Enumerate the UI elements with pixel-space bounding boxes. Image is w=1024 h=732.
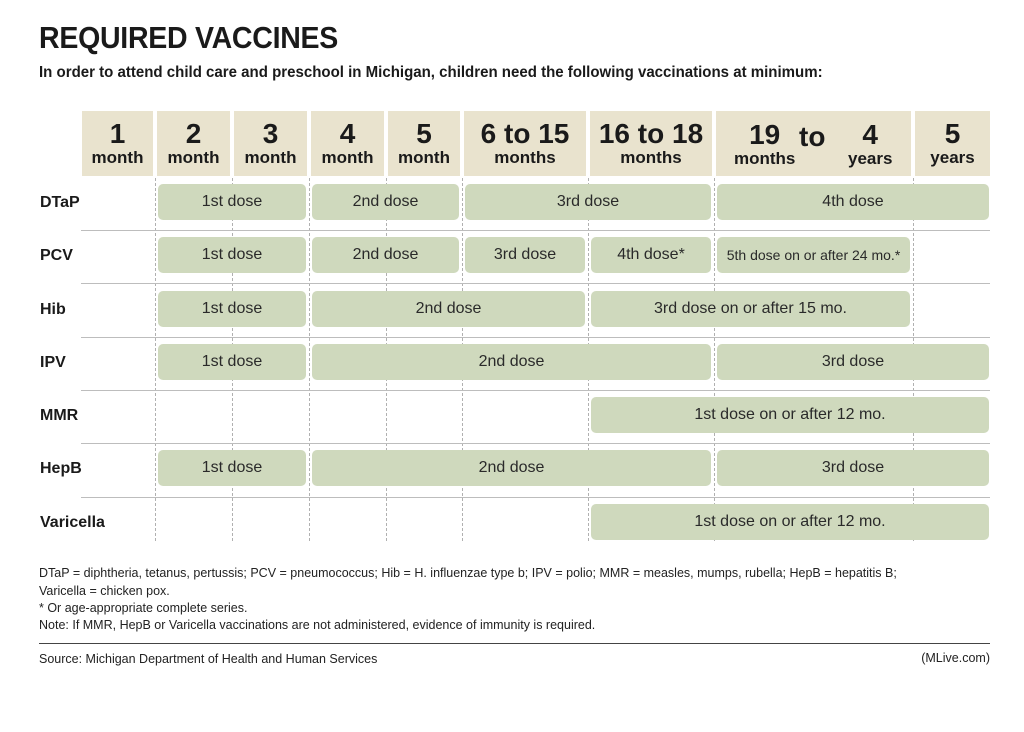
source-credit: Source: Michigan Department of Health and Human Services bbox=[39, 652, 378, 666]
column-header-unit: months bbox=[620, 147, 682, 167]
asterisk-note: * Or age-appropriate complete series. bbox=[39, 601, 248, 615]
dose-bar: 1st dose on or after 12 mo. bbox=[591, 504, 989, 540]
column-header-unit: years bbox=[930, 147, 975, 167]
dose-bar: 5th dose on or after 24 mo.* bbox=[717, 237, 910, 273]
dose-bar: 4th dose bbox=[717, 184, 989, 220]
dose-bar: 1st dose bbox=[158, 344, 306, 380]
column-header-number: 19 bbox=[749, 119, 781, 150]
column-header-number: 6 to 15 bbox=[480, 117, 570, 149]
row-separator bbox=[81, 497, 990, 498]
row-separator bbox=[81, 443, 990, 444]
column-header-unit: month bbox=[398, 147, 450, 167]
dose-bar: 1st dose bbox=[158, 237, 306, 273]
dose-bar: 3rd dose bbox=[717, 450, 989, 486]
column-separator bbox=[714, 178, 715, 541]
vaccine-label-dtap: DTaP bbox=[40, 194, 80, 211]
vaccine-label-ipv: IPV bbox=[40, 354, 66, 371]
column-header-number: 5 bbox=[416, 117, 432, 149]
column-header-unit: months bbox=[494, 147, 556, 167]
dose-bar: 1st dose on or after 12 mo. bbox=[591, 397, 989, 433]
dose-bar: 2nd dose bbox=[312, 450, 711, 486]
abbreviations-note: DTaP = diphtheria, tetanus, pertussis; PCV = pneumococcus; Hib = H. influenzae type b; IPV = polio; MMR = measles, mumps, rubella; HepB = hepatitis B; bbox=[39, 566, 897, 580]
column-separator bbox=[309, 178, 310, 541]
page-subtitle: In order to attend child care and preschool in Michigan, children need the following vaccinations at minimum: bbox=[39, 64, 823, 81]
dose-bar: 2nd dose bbox=[312, 344, 711, 380]
publisher-credit: (MLive.com) bbox=[921, 651, 990, 665]
column-header-6 bbox=[464, 111, 586, 176]
dose-bar: 2nd dose bbox=[312, 184, 459, 220]
column-header-2 bbox=[157, 111, 230, 176]
column-header-7 bbox=[590, 111, 712, 176]
vaccine-label-hepb: HepB bbox=[40, 460, 82, 477]
column-header-number: 4 bbox=[339, 117, 356, 149]
dose-bar: 3rd dose bbox=[717, 344, 989, 380]
column-header-unit: month bbox=[244, 147, 297, 167]
column-header-1 bbox=[82, 111, 153, 176]
column-header-unit: month bbox=[91, 147, 144, 167]
vaccine-label-pcv: PCV bbox=[40, 247, 73, 264]
dose-bar: 1st dose bbox=[158, 450, 306, 486]
dose-bar: 3rd dose bbox=[465, 237, 585, 273]
column-header-unit: month bbox=[167, 147, 220, 167]
column-header-number: 4 bbox=[862, 119, 878, 150]
column-header-to: to bbox=[799, 121, 826, 152]
row-separator bbox=[81, 337, 990, 338]
footer-divider bbox=[39, 643, 990, 644]
column-header-unit: months bbox=[734, 149, 796, 168]
dose-bar: 3rd dose on or after 15 mo. bbox=[591, 291, 910, 327]
column-header-unit: month bbox=[321, 147, 374, 167]
column-header-3 bbox=[234, 111, 307, 176]
column-separator bbox=[155, 178, 156, 541]
vaccine-label-varicella: Varicella bbox=[40, 514, 105, 531]
dose-bar: 2nd dose bbox=[312, 291, 585, 327]
page-title: REQUIRED VACCINES bbox=[39, 20, 339, 55]
column-header-4 bbox=[311, 111, 384, 176]
dose-bar: 1st dose bbox=[158, 184, 306, 220]
column-header-number: 5 bbox=[944, 117, 961, 149]
row-separator bbox=[81, 230, 990, 231]
abbreviations-note-continued: Varicella = chicken pox. bbox=[39, 584, 170, 598]
column-header-number: 2 bbox=[185, 117, 202, 149]
dose-bar: 1st dose bbox=[158, 291, 306, 327]
row-separator bbox=[81, 283, 990, 284]
column-header-range-start bbox=[734, 121, 795, 169]
row-separator bbox=[81, 390, 990, 391]
dose-bar: 3rd dose bbox=[465, 184, 711, 220]
vaccine-label-hib: Hib bbox=[40, 301, 66, 318]
vaccine-label-mmr: MMR bbox=[40, 407, 79, 424]
column-header-number: 16 to 18 bbox=[598, 117, 704, 149]
column-header-number: 1 bbox=[109, 117, 126, 149]
column-header-range-end bbox=[848, 121, 892, 169]
dose-bar: 4th dose* bbox=[591, 237, 711, 273]
column-header-unit: years bbox=[848, 149, 893, 168]
column-header-5 bbox=[388, 111, 460, 176]
column-header-number: 3 bbox=[262, 117, 279, 149]
dose-bar: 2nd dose bbox=[312, 237, 459, 273]
column-header-9 bbox=[915, 111, 990, 176]
column-header-8 bbox=[716, 111, 911, 176]
immunity-note: Note: If MMR, HepB or Varicella vaccinations are not administered, evidence of immunity is required. bbox=[39, 618, 596, 632]
